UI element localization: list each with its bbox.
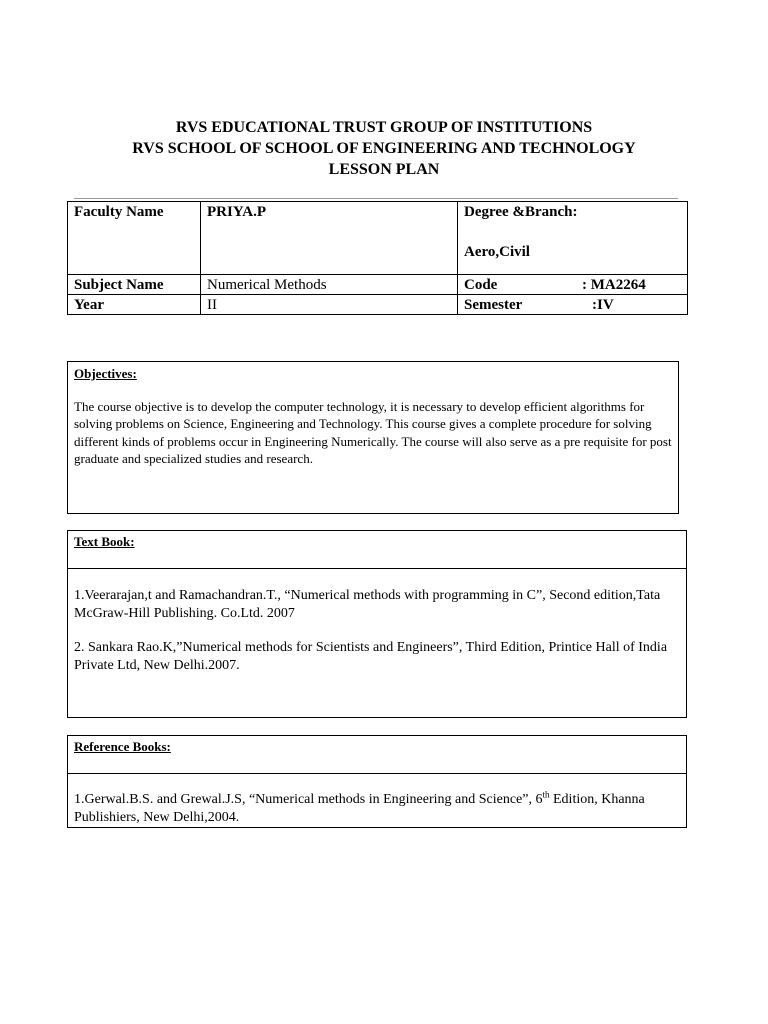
reference-text-part2: Edition, Khanna Publishiers, New Delhi,2004.: [74, 792, 645, 825]
code-label: Code: [464, 277, 498, 293]
objectives-title: Objectives:: [74, 366, 137, 381]
table-row: [68, 202, 688, 275]
course-info-table: [67, 201, 688, 315]
objectives-box: [67, 361, 679, 514]
document-title: LESSON PLAN: [328, 161, 440, 178]
institution-title: RVS EDUCATIONAL TRUST GROUP OF INSTITUTIONS: [175, 119, 593, 136]
faculty-label: Faculty Name: [68, 202, 201, 275]
reference-superscript: th: [542, 789, 550, 800]
degree-cell: [458, 202, 688, 275]
reference-text-part1: 1.Gerwal.B.S. and Grewal.J.S, “Numerical methods in Engineering and Science”, 6: [74, 792, 543, 807]
semester-cell: [458, 295, 688, 315]
reference-books-title: Reference Books:: [74, 739, 171, 754]
objectives-text: The course objective is to develop the computer technology, it is necessary to develop efficient algorithms for solving problems on Science, Engineering and Technology. This course gives a complete procedure for solving different kinds of problems occur in Engineering Numerically. The course will also serve as a pre requisite for post graduate and specialized studies and research.: [74, 398, 672, 466]
text-book-box: [67, 530, 687, 718]
table-row: [68, 275, 688, 295]
semester-value: :IV: [592, 297, 614, 313]
degree-label: Degree &Branch:: [464, 204, 578, 220]
text-book-title: Text Book:: [74, 534, 135, 549]
document-header: [0, 117, 768, 180]
year-value: II: [201, 295, 458, 315]
reference-books-box: [67, 735, 687, 828]
year-label: Year: [68, 295, 201, 315]
degree-value: Aero,Civil: [464, 244, 530, 260]
school-title: RVS SCHOOL OF SCHOOL OF ENGINEERING AND TECHNOLOGY: [132, 140, 636, 157]
table-row: [68, 295, 688, 315]
subject-value: Numerical Methods: [201, 275, 458, 295]
list-item: 2. Sankara Rao.K,”Numerical methods for Scientists and Engineers”, Third Edition, Printice Hall of India Private Ltd, New Delhi.2007.: [74, 640, 668, 673]
semester-label: Semester: [464, 297, 523, 313]
list-item: [74, 791, 680, 827]
code-value: : MA2264: [582, 277, 646, 293]
code-cell: [458, 275, 688, 295]
faculty-value: PRIYA.P: [201, 202, 458, 275]
list-item: 1.Veerarajan,t and Ramachandran.T., “Numerical methods with programming in C”, Second edition,Tata McGraw-Hill Publishing. Co.Ltd. 2007: [74, 588, 661, 621]
subject-label: Subject Name: [68, 275, 201, 295]
header-divider: [74, 198, 678, 199]
